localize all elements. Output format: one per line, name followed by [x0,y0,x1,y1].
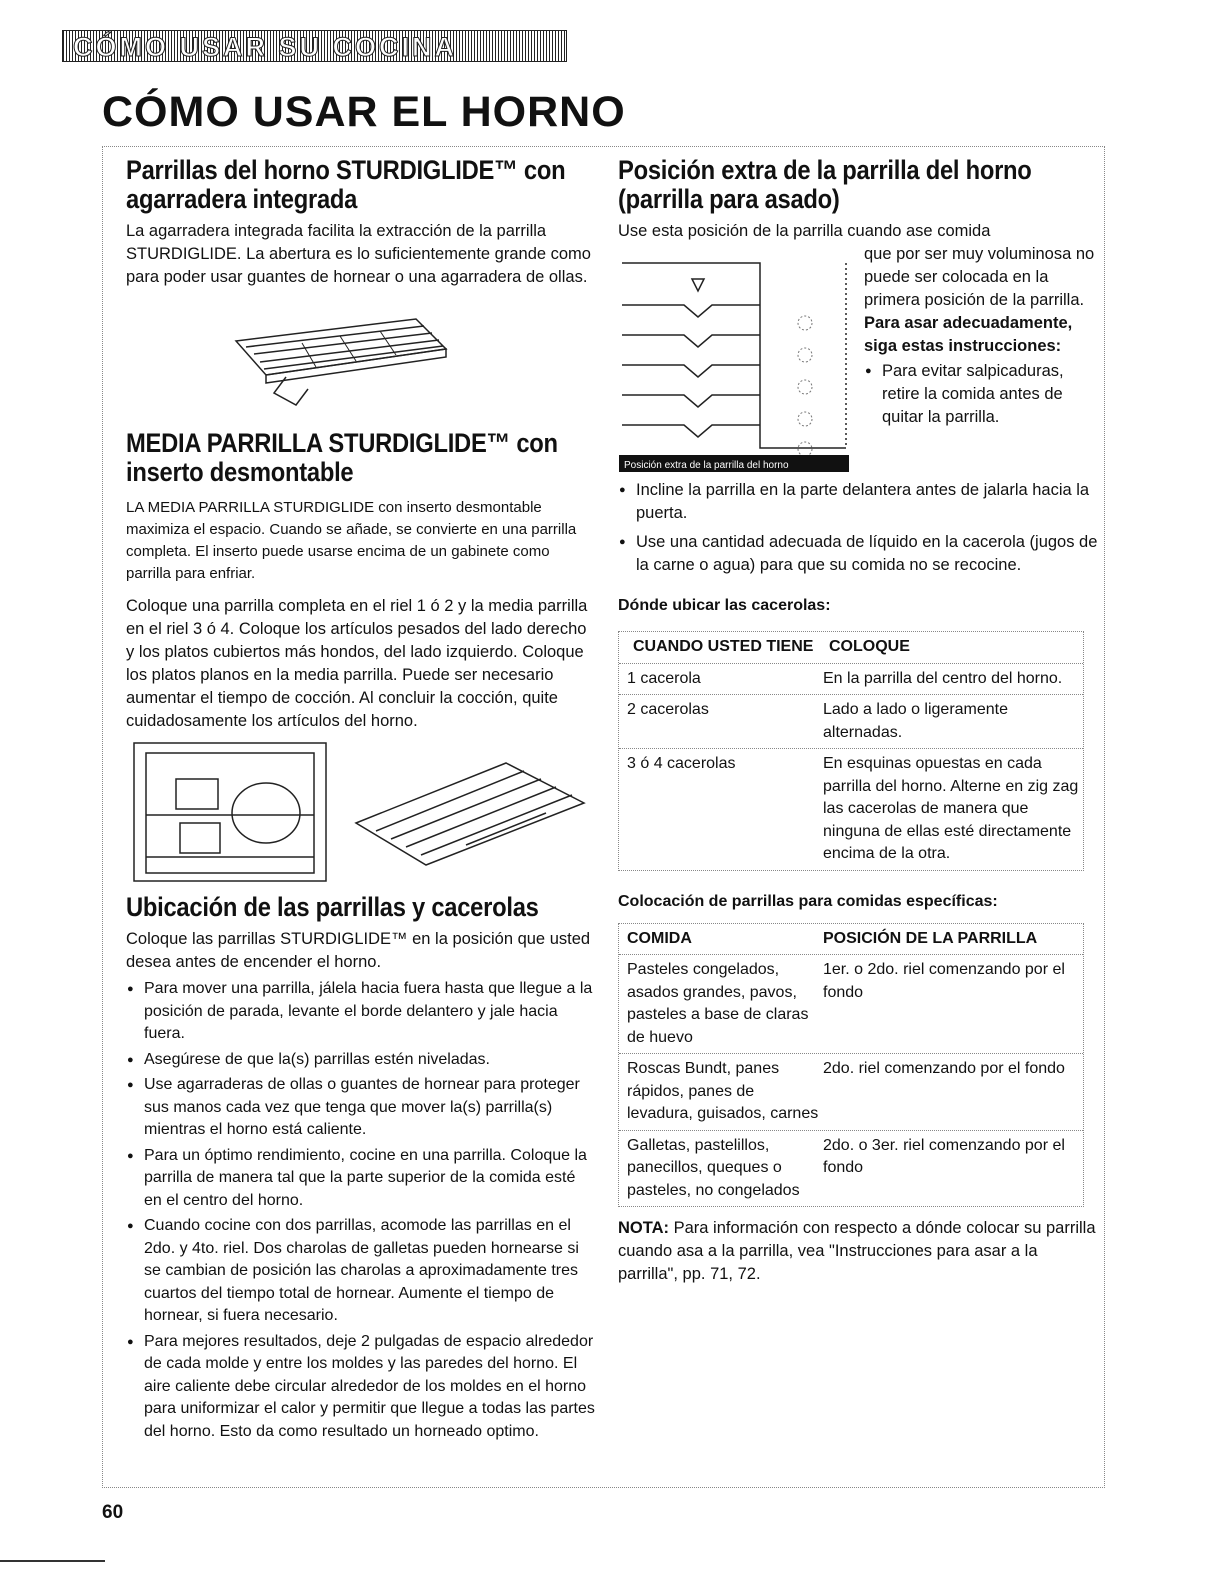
table-row [619,954,1083,1053]
list-item: ● Use agarraderas de ollas o guantes de hornear para proteger sus manos cada vez que tenga que mover la(s) parrilla(s) mientras el horno está caliente. [126,1074,596,1142]
foods-table-heading: Colocación de parrillas para comidas específicas: [618,892,998,910]
section-title-extra-rack: Posición extra de la parrilla del horno (parrilla para asado) [618,155,1032,214]
table-row [619,748,1083,870]
section-title-rack-location: Ubicación de las parrillas y cacerolas [126,892,539,922]
column-header: POSICIÓN DE LA PARRILLA [823,929,1038,947]
table-cell: En la parrilla del centro del horno. [823,669,1063,687]
extra-rack-side-bullets [864,360,1100,429]
column-header: COLOQUE [829,638,910,655]
note-paragraph [618,1217,1100,1286]
table-row [619,694,1083,748]
list-item: ● Use una cantidad adecuada de líquido en la cacerola (jugos de la carne o agua) para que su comida no se recocine. [618,531,1100,577]
table-cell: Galletas, pastelillos, panecillos, queques o pasteles, no congelados [627,1136,800,1199]
extra-rack-intro: Use esta posición de la parrilla cuando ase comida [618,222,991,240]
rack-illustration [126,289,596,429]
extra-rack-bullets [618,479,1100,577]
table-cell: 1 cacerola [627,669,701,687]
half-rack-illustration [126,733,596,883]
half-rack-drawing [126,733,596,883]
rack-location-bullets [126,978,596,1443]
section-title-half-rack: MEDIA PARRILLA STURDIGLIDE™ con inserto desmontable [126,428,558,487]
table-header-row [619,632,1083,663]
list-item: ● Para un óptimo rendimiento, cocine en una parrilla. Coloque la parrilla de manera tal que la parte superior de la comida esté en el centro del horno. [126,1145,596,1213]
table-cell: Roscas Bundt, panes rápidos, panes de levadura, guisados, carnes [627,1060,819,1122]
section-body-half-rack-1: LA MEDIA PARRILLA STURDIGLIDE con inserto desmontable maximiza el espacio. Cuando se añade, se convierte en una parrilla completa. El inserto puede usarse encima de un gabinete como parrilla para enfriar. [126,499,577,582]
footer-rule [0,1560,105,1562]
pans-table [618,631,1084,871]
section-title-integrated-handle: Parrillas del horno STURDIGLIDE™ con agarradera integrada [126,155,566,214]
oven-rack-drawing [126,289,596,429]
figure-caption: Posición extra de la parrilla del horno [624,460,789,471]
page-number: 60 [102,1502,124,1523]
section-banner-text: CÓMO USAR SU COCINA [73,32,458,62]
note-label: NOTA: [618,1219,670,1237]
rack-positions-figure [618,243,850,473]
table-row [619,1130,1083,1207]
list-item: ● Para mover una parrilla, jálela hacia fuera hasta que llegue a la posición de parada, levante el borde delantero y jale hacia fuera. [126,978,596,1046]
extra-rack-side-bold: Para asar adecuadamente, siga estas instrucciones: [864,314,1073,355]
column-header: CUANDO USTED TIENE [633,638,814,655]
section-body-half-rack-2: Coloque una parrilla completa en el riel 1 ó 2 y la media parrilla en el riel 3 ó 4. Coloque los artículos pesados del lado derecho y los platos cubiertos más hondos, del lado izquierdo. Coloque los platos planos en la media parrilla. Puede ser necesario aumentar el tiempo de cocción. Al concluir la cocción, quite cuidadosamente los artículos del horno. [126,597,588,730]
list-item: ● Para evitar salpicaduras, retire la comida antes de quitar la parrilla. [864,360,1100,429]
list-item: ● Incline la parrilla en la parte delantera antes de jalarla hacia la puerta. [618,479,1100,525]
column-header: COMIDA [627,929,692,947]
table-row [619,1053,1083,1130]
table-cell: Lado a lado o ligeramente alternadas. [823,701,1009,741]
foods-table [618,923,1084,1208]
rack-positions-drawing [618,243,850,473]
page-title: CÓMO USAR EL HORNO [102,88,626,136]
table-header-row [619,924,1083,955]
note-text: Para información con respecto a dónde colocar su parrilla cuando asa a la parrilla, vea "Instrucciones para asar a la parrilla", pp. 71, 72. [618,1219,1096,1283]
table-cell: 2do. o 3er. riel comenzando por el fondo [823,1136,1065,1176]
left-column [126,152,596,1443]
right-column [618,152,1100,1286]
table-cell: Pasteles congelados, asados grandes, pavos, pasteles a base de claras de huevo [627,961,809,1046]
table-cell: 2 cacerolas [627,701,709,718]
section-body-integrated-handle: La agarradera integrada facilita la extracción de la parrilla STURDIGLIDE. La abertura es lo suficientemente grande como para poder usar guantes de hornear o una agarradera de ollas. [126,222,591,286]
list-item: ● Asegúrese de que la(s) parrillas estén niveladas. [126,1049,596,1072]
table-cell: 2do. riel comenzando por el fondo [823,1060,1065,1077]
extra-rack-side [850,243,1100,473]
list-item: ● Cuando cocine con dos parrillas, acomode las parrillas en el 2do. y 4to. riel. Dos charolas de galletas pueden hornearse si se cambian de posición las charolas a aproximadamente tres cuartos del tiempo total de hornear. Aumente el tiempo de hornear, si fuera necesario. [126,1215,596,1328]
table-cell: 3 ó 4 cacerolas [627,755,736,772]
table-cell: 1er. o 2do. riel comenzando por el fondo [823,961,1065,1001]
table-cell: En esquinas opuestas en cada parrilla del horno. Alterne en zig zag las cacerolas de manera que ninguna de ellas esté directamente encima de la otra. [823,755,1079,862]
extra-rack-side-text: que por ser muy voluminosa no puede ser colocada en la primera posición de la parrilla. [864,245,1095,309]
list-item: ● Para mejores resultados, deje 2 pulgadas de espacio alrededor de cada molde y entre los moldes y las paredes del horno. El aire caliente debe circular alrededor de los moldes en el horno para uniformizar el calor y permitir que llegue a todas las partes del horno. Esto da como resultado un horneado optimo. [126,1331,596,1444]
section-body-rack-location: Coloque las parrillas STURDIGLIDE™ en la posición que usted desea antes de encender el horno. [126,930,591,971]
pans-table-heading: Dónde ubicar las cacerolas: [618,597,831,614]
table-row [619,663,1083,695]
section-banner [62,30,567,62]
extra-rack-block [618,243,1100,473]
